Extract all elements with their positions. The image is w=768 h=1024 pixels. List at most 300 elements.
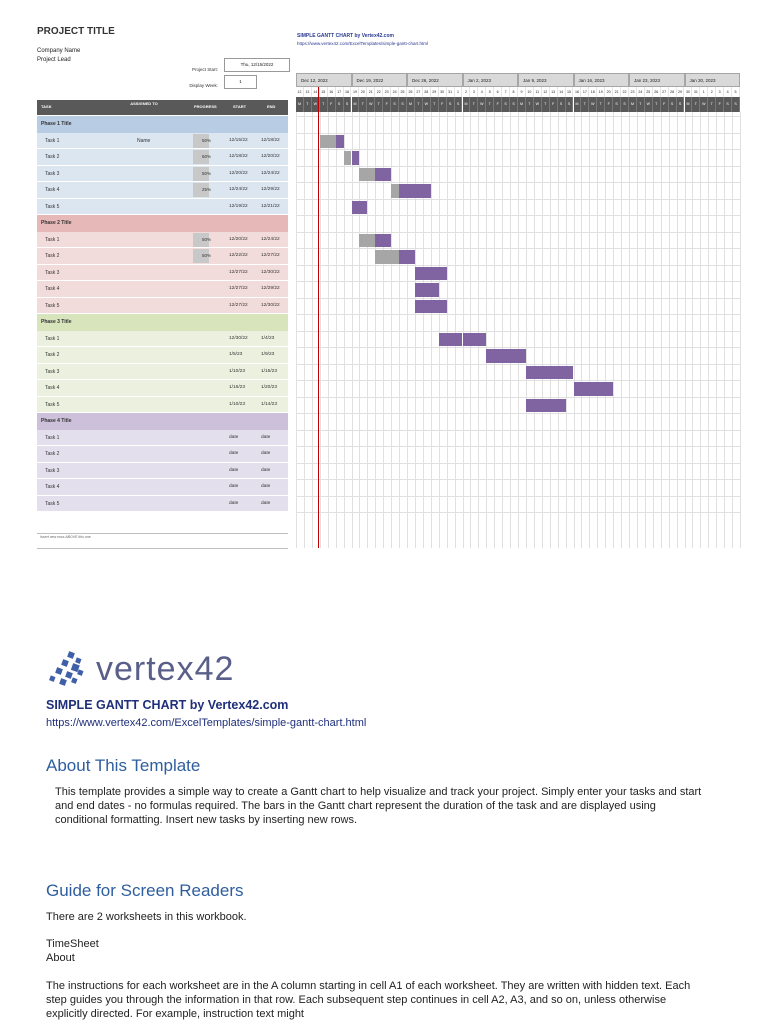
grid-hline	[296, 314, 740, 315]
task-end: 12/24/22	[261, 170, 280, 176]
day-number: 1	[700, 87, 708, 97]
weekday-letter: W	[312, 97, 320, 112]
gantt-bar-cell	[447, 333, 455, 347]
weekday-letter: T	[637, 97, 645, 112]
gantt-bar-cell	[439, 267, 447, 281]
day-number: 4	[724, 87, 732, 97]
task-start: 12/15/22	[229, 137, 248, 143]
table-row[interactable]	[37, 149, 288, 166]
day-number: 19	[597, 87, 605, 97]
vertex42-logo-text: vertex42	[96, 650, 235, 688]
project-start-input[interactable]: Thu, 12/15/2022	[224, 58, 290, 72]
week-header: Jan 9, 2023	[518, 73, 574, 87]
gantt-bar-cell	[526, 366, 534, 380]
week-header: Jan 23, 2023	[629, 73, 685, 87]
gantt-bar-cell	[605, 382, 613, 396]
about-heading: About This Template	[46, 756, 201, 775]
col-end: END	[267, 104, 276, 109]
table-row[interactable]	[37, 265, 288, 282]
task-start: 12/27/22	[229, 269, 248, 275]
day-number: 15	[320, 87, 328, 97]
week-header: Jan 16, 2023	[574, 73, 630, 87]
task-end: 12/29/22	[261, 286, 280, 291]
day-number: 18	[589, 87, 597, 97]
grid-hline	[296, 479, 740, 480]
day-number: 28	[423, 87, 431, 97]
day-number: 16	[328, 87, 336, 97]
week-header: Dec 12, 2022	[296, 73, 352, 87]
gantt-bar-cell	[383, 250, 391, 264]
day-number: 12	[296, 87, 304, 97]
weekday-letter: M	[574, 97, 582, 112]
day-number: 28	[669, 87, 677, 97]
table-row[interactable]	[37, 281, 288, 298]
weekday-letter: F	[439, 97, 447, 112]
display-week-label: Display Week:	[189, 83, 218, 88]
day-number: 14	[312, 87, 320, 97]
table-row[interactable]	[37, 182, 288, 199]
task-start: 12/27/22	[229, 286, 248, 291]
day-number: 27	[661, 87, 669, 97]
gantt-bar-cell	[526, 399, 534, 413]
grid-vline	[740, 112, 741, 548]
grid-hline	[296, 248, 740, 249]
day-number: 24	[391, 87, 399, 97]
gantt-bar-cell	[367, 234, 375, 248]
table-row[interactable]	[37, 298, 288, 315]
task-end: 12/24/22	[261, 236, 280, 242]
weekday-letter: S	[510, 97, 518, 112]
day-number: 24	[637, 87, 645, 97]
grid-hline	[296, 215, 740, 216]
table-row[interactable]	[37, 364, 288, 381]
table-row[interactable]	[37, 232, 288, 249]
task-end: date	[261, 467, 271, 473]
day-number: 2	[708, 87, 716, 97]
gantt-bar-cell	[439, 333, 447, 347]
weekday-letter: T	[581, 97, 589, 112]
gantt-bar-cell	[383, 168, 391, 182]
table-row[interactable]	[37, 199, 288, 216]
task-name: Task 2	[45, 154, 60, 160]
grid-hline	[296, 133, 740, 134]
gantt-bar-cell	[470, 333, 478, 347]
weekday-letter: T	[415, 97, 423, 112]
col-assigned: ASSIGNED TO	[130, 101, 158, 106]
gantt-bar-cell	[359, 201, 367, 215]
day-number: 9	[518, 87, 526, 97]
gantt-bar-cell	[375, 234, 383, 248]
col-start: START	[233, 104, 247, 109]
weekday-letter: T	[486, 97, 494, 112]
task-start: 12/27/22	[229, 302, 248, 308]
day-number: 23	[383, 87, 391, 97]
phase-header	[37, 215, 288, 232]
table-row[interactable]	[37, 347, 288, 364]
table-row[interactable]	[37, 397, 288, 414]
weekday-letter: M	[463, 97, 471, 112]
day-number: 11	[534, 87, 542, 97]
day-number: 18	[344, 87, 352, 97]
gantt-bar-cell	[550, 366, 558, 380]
weekday-letter: S	[669, 97, 677, 112]
weekday-letter: M	[685, 97, 693, 112]
weekday-letter: F	[494, 97, 502, 112]
day-number: 13	[550, 87, 558, 97]
weekday-letter: T	[304, 97, 312, 112]
task-end: 1/9/23	[261, 352, 275, 357]
gantt-bar-cell	[352, 201, 360, 215]
grid-hline	[296, 463, 740, 464]
weekday-letter: T	[653, 97, 661, 112]
gantt-bar-cell	[558, 399, 566, 413]
day-number: 29	[431, 87, 439, 97]
table-row[interactable]	[37, 133, 288, 150]
day-number: 17	[581, 87, 589, 97]
doc-url-link[interactable]: https://www.vertex42.com/ExcelTemplates/simple-gantt-chart.html	[46, 717, 367, 729]
table-row[interactable]	[37, 430, 288, 447]
grid-hline	[296, 149, 740, 150]
grid-hline	[296, 166, 740, 167]
weekday-letter: S	[558, 97, 566, 112]
day-number: 6	[494, 87, 502, 97]
doc-title: SIMPLE GANTT CHART by Vertex42.com	[46, 698, 289, 712]
gantt-bar-cell	[463, 333, 471, 347]
task-end: 12/20/22	[261, 154, 280, 159]
phase-title: Phase 2 Title	[41, 220, 72, 226]
day-number: 22	[621, 87, 629, 97]
phase-title: Phase 4 Title	[41, 418, 72, 424]
task-end: date	[261, 484, 271, 489]
task-name: Task 5	[45, 302, 60, 309]
gantt-bar-cell	[510, 349, 518, 363]
weekday-letter: S	[566, 97, 574, 112]
gantt-bar-cell	[534, 366, 542, 380]
day-number: 5	[732, 87, 740, 97]
weekday-letter: S	[399, 97, 407, 112]
grid-hline	[296, 512, 740, 513]
day-number: 17	[336, 87, 344, 97]
guide-line-1: There are 2 worksheets in this workbook.	[46, 911, 247, 923]
weekday-letter: S	[677, 97, 685, 112]
gantt-bar-cell	[344, 151, 352, 165]
table-header	[37, 100, 288, 115]
weekday-letter: M	[296, 97, 304, 112]
grid-hline	[296, 430, 740, 431]
gantt-bar-cell	[542, 366, 550, 380]
about-text: This template provides a simple way to create a Gantt chart to help visualize and track your project. Simply enter your tasks and start and end dates - no formulas required. The bars in the Gantt chart represent the duration of the task and are displayed using conditional formatting. Insert new tasks by inserting new rows.	[55, 786, 702, 826]
gantt-bar-cell	[423, 300, 431, 314]
weekday-letter: T	[470, 97, 478, 112]
col-progress: PROGRESS	[194, 104, 217, 109]
weekday-letter: T	[526, 97, 534, 112]
gantt-bar-cell	[352, 151, 360, 165]
task-start: date	[229, 451, 239, 456]
insert-rows-note: Insert new rows ABOVE this one	[40, 535, 91, 539]
weekday-letter: S	[447, 97, 455, 112]
weekday-letter: W	[367, 97, 375, 112]
today-line	[318, 87, 319, 548]
gantt-bar-cell	[375, 250, 383, 264]
grid-hline	[296, 281, 740, 282]
task-progress: 50%	[202, 236, 212, 242]
task-end: 12/30/22	[261, 302, 280, 308]
guide-heading: Guide for Screen Readers	[46, 881, 244, 900]
task-end: 12/30/22	[261, 269, 280, 275]
vertex-link-title[interactable]: SIMPLE GANTT CHART by Vertex42.com	[297, 33, 394, 39]
task-start: 12/24/22	[229, 187, 248, 192]
day-number: 14	[558, 87, 566, 97]
task-name: Task 2	[45, 352, 60, 358]
weekday-letter: F	[550, 97, 558, 112]
task-progress: 50%	[202, 253, 212, 258]
weekday-letter: S	[732, 97, 740, 112]
gantt-bar-cell	[581, 382, 589, 396]
day-number: 5	[486, 87, 494, 97]
task-start: date	[229, 484, 239, 489]
guide-text: The instructions for each worksheet are in the A column starting in cell A1 of each worksheet. They are written with hidden text. Each step guides you through the information in that row. Each subsequent step continues in cell A2, A3, and so on, unless otherwise explicitly directed. For example, instruction text might	[46, 980, 691, 1020]
table-row-blank	[37, 512, 288, 529]
task-name: Task 5	[45, 500, 60, 507]
grid-hline	[296, 182, 740, 183]
day-number: 21	[367, 87, 375, 97]
weekday-letter: F	[383, 97, 391, 112]
task-name: Task 1	[45, 236, 60, 243]
weekday-letter: S	[621, 97, 629, 112]
day-number: 2	[463, 87, 471, 97]
grid-hline	[296, 380, 740, 381]
vertex42-logo-icon	[48, 650, 90, 695]
day-number: 13	[304, 87, 312, 97]
day-number: 27	[415, 87, 423, 97]
day-number: 10	[526, 87, 534, 97]
day-number: 23	[629, 87, 637, 97]
gantt-bar-cell	[391, 250, 399, 264]
task-progress: 50%	[202, 137, 212, 143]
gantt-bar-cell	[494, 349, 502, 363]
table-row[interactable]	[37, 331, 288, 348]
col-task: TASK	[41, 104, 52, 109]
weekday-letter: W	[423, 97, 431, 112]
task-end: date	[261, 451, 271, 456]
task-end: 1/15/23	[261, 368, 278, 374]
grid-hline	[296, 496, 740, 497]
project-start-label: Project Start:	[191, 67, 218, 72]
grid-hline	[296, 331, 740, 332]
weekday-letter: S	[502, 97, 510, 112]
week-header: Dec 19, 2022	[352, 73, 408, 87]
task-end: date	[261, 434, 271, 440]
gantt-bar-cell	[407, 250, 415, 264]
task-end: 1/14/23	[261, 401, 278, 407]
table-row[interactable]	[37, 496, 288, 513]
project-lead: Project Lead	[37, 57, 71, 63]
day-number: 26	[653, 87, 661, 97]
gantt-bar-cell	[574, 382, 582, 396]
weekday-letter: S	[613, 97, 621, 112]
gantt-bar-cell	[423, 283, 431, 297]
gantt-bar-cell	[383, 234, 391, 248]
day-number: 26	[407, 87, 415, 97]
gantt-bar-cell	[415, 184, 423, 198]
task-end: 12/18/22	[261, 137, 280, 143]
task-start: 12/30/22	[229, 335, 248, 341]
week-header: Dec 26, 2022	[407, 73, 463, 87]
weekday-letter: M	[518, 97, 526, 112]
task-name: Task 3	[45, 467, 60, 474]
day-number: 4	[478, 87, 486, 97]
task-end: 1/4/23	[261, 335, 275, 341]
gantt-bar-cell	[399, 250, 407, 264]
weekday-letter: S	[391, 97, 399, 112]
grid-hline	[296, 413, 740, 414]
grid-hline	[296, 298, 740, 299]
weekday-letter: S	[336, 97, 344, 112]
gantt-bar-cell	[431, 300, 439, 314]
day-number: 3	[716, 87, 724, 97]
table-row[interactable]	[37, 248, 288, 265]
day-number: 20	[605, 87, 613, 97]
gantt-bar-cell	[431, 267, 439, 281]
gantt-bar-cell	[328, 135, 336, 149]
phase-title: Phase 3 Title	[41, 319, 72, 325]
day-number: 16	[574, 87, 582, 97]
task-name: Task 1	[45, 137, 60, 144]
task-name: Task 4	[45, 484, 60, 490]
day-number: 30	[439, 87, 447, 97]
day-number: 1	[455, 87, 463, 97]
gantt-bar-cell	[566, 366, 574, 380]
gantt-bar-cell	[375, 168, 383, 182]
grid-hline	[296, 397, 740, 398]
task-start: 12/18/22	[229, 154, 248, 159]
gantt-bar-cell	[502, 349, 510, 363]
task-start: 12/20/22	[229, 170, 248, 176]
task-assigned: Name	[137, 137, 151, 144]
grid-hline	[296, 116, 740, 117]
task-progress: 25%	[202, 187, 212, 192]
day-number: 21	[613, 87, 621, 97]
task-end: 12/21/22	[261, 203, 280, 209]
gantt-bar-cell	[455, 333, 463, 347]
weekday-letter: T	[320, 97, 328, 112]
week-header: Jan 2, 2023	[463, 73, 519, 87]
gantt-bar-cell	[399, 184, 407, 198]
phase-header	[37, 413, 288, 430]
day-number: 3	[470, 87, 478, 97]
phase-header	[37, 116, 288, 133]
week-header: Jan 30, 2023	[685, 73, 741, 87]
task-end: 12/29/22	[261, 187, 280, 192]
weekday-letter: F	[605, 97, 613, 112]
task-name: Task 1	[45, 335, 60, 342]
weekday-letter: T	[597, 97, 605, 112]
task-end: 1/20/23	[261, 385, 278, 390]
gantt-bar-cell	[478, 333, 486, 347]
day-number: 29	[677, 87, 685, 97]
day-number: 8	[510, 87, 518, 97]
grid-hline	[296, 265, 740, 266]
weekday-letter: S	[724, 97, 732, 112]
task-name: Task 3	[45, 368, 60, 375]
display-week-input[interactable]: 1	[224, 75, 257, 89]
task-name: Task 4	[45, 286, 60, 292]
task-start: 12/22/22	[229, 253, 248, 258]
gantt-bar-cell	[486, 349, 494, 363]
table-row[interactable]	[37, 380, 288, 397]
day-number: 30	[685, 87, 693, 97]
task-name: Task 5	[45, 203, 60, 210]
weekday-letter: W	[700, 97, 708, 112]
day-number: 22	[375, 87, 383, 97]
weekday-letter: T	[542, 97, 550, 112]
task-start: date	[229, 434, 239, 440]
gantt-bar-cell	[423, 267, 431, 281]
table-row[interactable]	[37, 446, 288, 463]
task-name: Task 4	[45, 187, 60, 193]
task-start: 1/10/23	[229, 368, 246, 374]
task-name: Task 5	[45, 401, 60, 408]
gantt-bar-cell	[423, 184, 431, 198]
weekday-letter: M	[352, 97, 360, 112]
day-number: 19	[352, 87, 360, 97]
weekday-letter: W	[478, 97, 486, 112]
day-number: 25	[399, 87, 407, 97]
task-progress: 60%	[202, 154, 212, 159]
task-name: Task 2	[45, 451, 60, 457]
weekday-letter: S	[455, 97, 463, 112]
day-number: 7	[502, 87, 510, 97]
phase-title: Phase 1 Title	[41, 121, 72, 127]
grid-hline	[296, 364, 740, 365]
gantt-bar-cell	[415, 267, 423, 281]
gantt-bar-cell	[359, 234, 367, 248]
gantt-bar-cell	[534, 399, 542, 413]
weekday-letter: F	[716, 97, 724, 112]
gantt-bar-cell	[558, 366, 566, 380]
task-start: 1/10/23	[229, 401, 246, 407]
table-row[interactable]	[37, 479, 288, 496]
task-name: Task 1	[45, 434, 60, 441]
gantt-bar-cell	[542, 399, 550, 413]
vertex-link-url[interactable]: https://www.vertex42.com/ExcelTemplates/simple-gantt-chart.html	[297, 41, 429, 46]
grid-hline	[296, 232, 740, 233]
weekday-letter: T	[692, 97, 700, 112]
gantt-bar-cell	[589, 382, 597, 396]
task-progress: 50%	[202, 170, 212, 176]
weekday-letter: T	[359, 97, 367, 112]
day-number: 15	[566, 87, 574, 97]
day-number: 12	[542, 87, 550, 97]
phase-header	[37, 314, 288, 331]
task-start: 1/16/23	[229, 385, 246, 390]
table-row[interactable]	[37, 166, 288, 183]
weekday-letter: T	[375, 97, 383, 112]
table-row[interactable]	[37, 463, 288, 480]
gantt-bar-cell	[597, 382, 605, 396]
gantt-bar-cell	[439, 300, 447, 314]
weekday-letter: F	[328, 97, 336, 112]
task-end: date	[261, 500, 271, 506]
weekday-letter: W	[589, 97, 597, 112]
day-number: 25	[645, 87, 653, 97]
grid-hline	[296, 446, 740, 447]
gantt-bar-cell	[359, 168, 367, 182]
task-name: Task 3	[45, 269, 60, 276]
weekday-letter: W	[534, 97, 542, 112]
gantt-bar-cell	[415, 300, 423, 314]
project-title: PROJECT TITLE	[37, 26, 115, 37]
